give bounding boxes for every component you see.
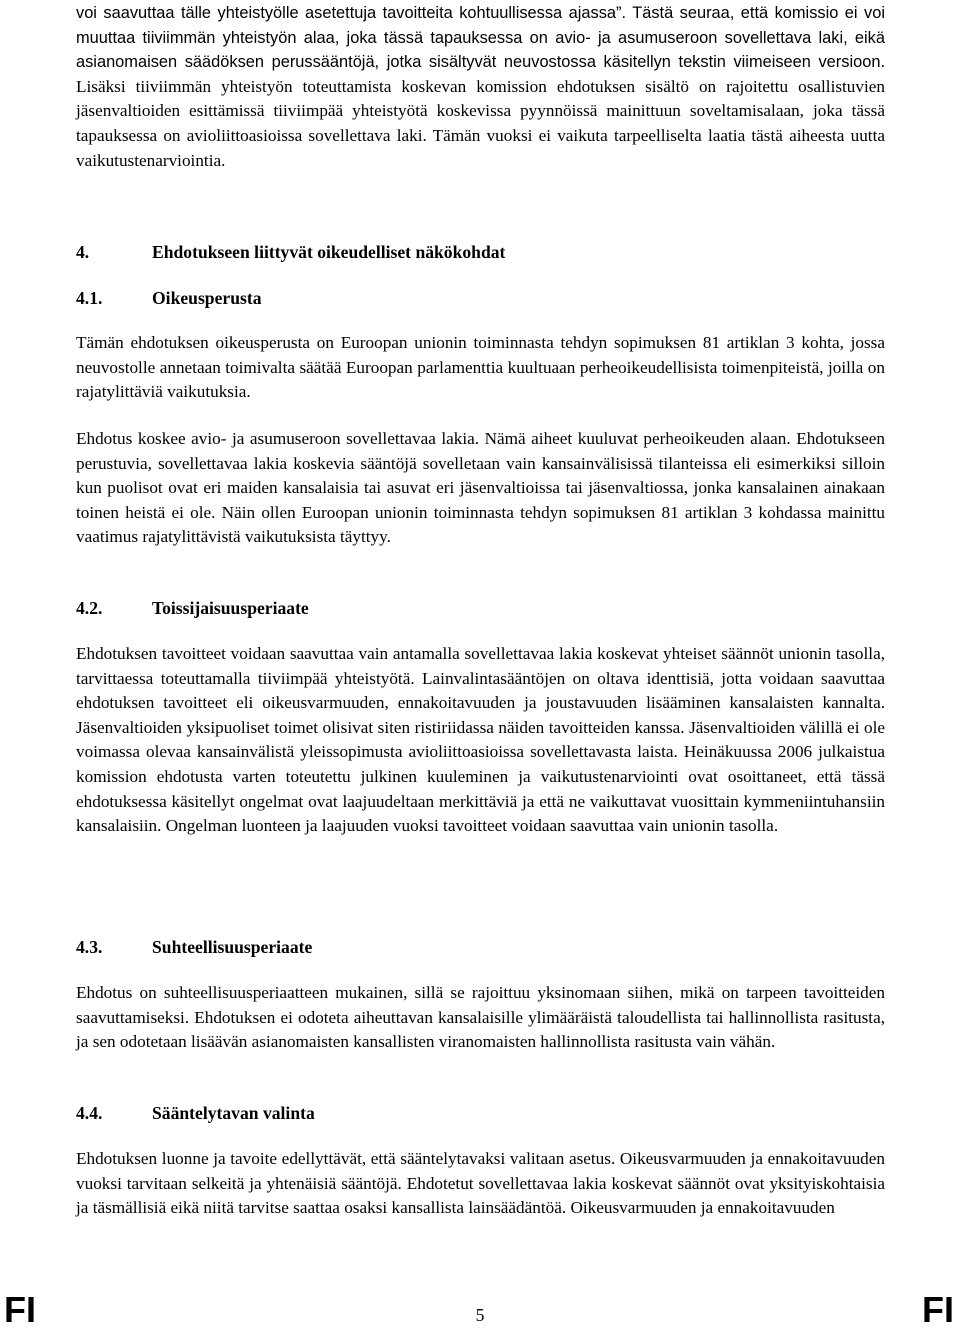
footer-language-left: FI [4, 1289, 36, 1330]
paragraph-4-4-a: Ehdotuksen luonne ja tavoite edellyttävät, että sääntelytavaksi valitaan asetus. Oikeusvarmuuden ja ennakoitavuuden vuoksi tarvitaan selkeitä ja yhtenäisiä sääntöjä. Ehdotetut sovellettavaa lakia koskevat säännöt ovat yksityiskohtaisia ja täsmällisiä eikä niitä tarvitse saattaa osaksi kansallista lainsäädäntöä. Oikeusvarmuuden ja ennakoitavuuden [76, 1149, 885, 1218]
section-title: Oikeusperusta [152, 288, 262, 308]
section-heading-4-2 [76, 596, 885, 620]
section-number: 4. [76, 242, 90, 262]
paragraph-4-3-a: Ehdotus on suhteellisuusperiaatteen mukainen, sillä se rajoittuu yksinomaan siihen, mikä on tarpeen tavoitteiden saavuttamiseksi. Ehdotuksen ei odoteta aiheuttavan kansalaisille ylimääräistä taloudellista tai hallinnollista rasitusta, ja sen odotetaan lisäävän asianomaisten kansallisten viranomaisten hallinnollista rasitusta vain vähän. [76, 983, 885, 1052]
section-heading-4-1 [76, 286, 885, 310]
section-title: Toissijaisuusperiaate [152, 598, 309, 618]
section-heading-4-4 [76, 1101, 885, 1125]
footer-language-right: FI [922, 1289, 954, 1330]
paragraph-serif-part: Lisäksi tiiviimmän yhteistyön toteuttamista koskevan komission ehdotuksen sisältö on rajoitettu osallistuvien jäsenvaltioiden esittämissä tiiviimpää yhteistyötä koskevissa pyynnöissä mainittuun soveltamisalaan, joka tässä tapauksessa on avioliittoasioissa sovellettava laki. Tämän vuoksi ei vaikuta tarpeelliselta laatia tästä aiheesta uutta vaikutustenarviointia. [76, 76, 885, 170]
section-number: 4.3. [76, 937, 103, 957]
section-title: Ehdotukseen liittyvät oikeudelliset näkökohdat [152, 242, 506, 262]
section-heading-4 [76, 240, 885, 264]
section-number: 4.2. [76, 598, 103, 618]
paragraph-sans-part: voi saavuttaa tälle yhteistyölle asetettuja tavoitteita kohtuullisessa ajassa”. Tästä seuraa, että komissio ei voi muuttaa tiiviimmän yhteistyön alaa, joka tässä tapauksessa on avio- ja asumuseroon sovellettava laki, eikä asianomaisen säädöksen perussääntöjä, jotka sisältyvät neuvostossa käsitellyn tekstin viimeiseen versioon. [76, 4, 885, 72]
section-title: Sääntelytavan valinta [152, 1103, 315, 1123]
section-title: Suhteellisuusperiaate [152, 937, 313, 957]
section-number: 4.4. [76, 1103, 103, 1123]
paragraph-4-2-a: Ehdotuksen tavoitteet voidaan saavuttaa vain antamalla sovellettavaa lakia koskevat yhteiset säännöt unionin tasolla, tarvittaessa toteuttamalla tiiviimpää yhteistyötä. Lainvalintasääntöjen on oltava identtisiä, jotta voidaan saavuttaa ehdotuksen tavoitteet eli oikeusvarmuuden, ennakoitavuuden ja joustavuuden lisääminen kansalaisten kannalta. Jäsenvaltioiden yksipuoliset toimet olisivat siten ristiriidassa näiden tavoitteiden kanssa. Jäsenvaltioiden välillä ei ole voimassa olevaa kansainvälistä yleissopimusta avioliittoasioissa sovellettavasta laista. Heinäkuussa 2006 julkaistua komission ehdotusta varten toteutettu julkinen kuuleminen ja vaikutustenarviointi ovat osoittaneet, että tässä ehdotuksessa käsitellyt ongelmat ovat laajuudeltaan merkittäviä ja että ne vaikuttavat vuosittain kymmeniintuhansiin kansalaisiin. Ongelman luonteen ja laajuuden vuoksi tavoitteet voidaan saavuttaa vain unionin tasolla. [76, 644, 885, 836]
paragraph-4-1-b: Ehdotus koskee avio- ja asumuseroon sovellettavaa lakia. Nämä aiheet kuuluvat perheoikeuden alaan. Ehdotukseen perustuvia, sovellettavaa lakia koskevia sääntöjä sovelletaan vain kansainvälisissä tilanteissa eli esimerkiksi silloin kun puolisot ovat eri maiden kansalaisia tai asuvat eri jäsenvaltioissa tai jäsenvaltiossa, jonka kansalainen ainakaan toinen heistä ei ole. Näin ollen Euroopan unionin toiminnasta tehdyn sopimuksen 81 artiklan 3 kohdassa mainittu vaatimus rajatylittävistä vaikutuksista täyttyy. [76, 429, 885, 547]
section-number: 4.1. [76, 288, 103, 308]
page-number: 5 [475, 1305, 485, 1325]
paragraph-4-1-a: Tämän ehdotuksen oikeusperusta on Euroopan unionin toiminnasta tehdyn sopimuksen 81 artiklan 3 kohta, jossa neuvostolle annetaan toimivalta säätää Euroopan parlamenttia kuultuaan perheoikeudellisista toimenpiteistä, joilla on rajatylittäviä vaikutuksia. [76, 333, 885, 402]
section-heading-4-3 [76, 935, 885, 959]
continuation-paragraph [76, 1, 885, 173]
